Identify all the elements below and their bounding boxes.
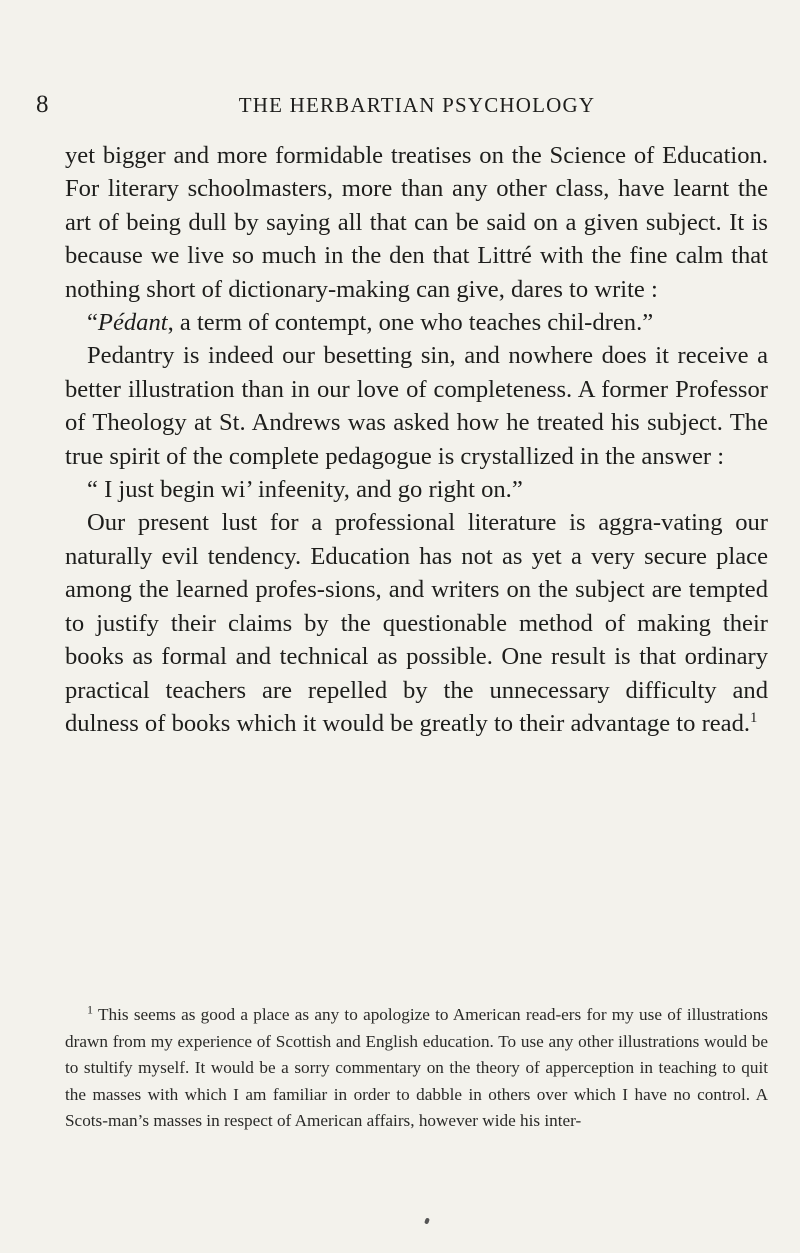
paragraph-2: Pedantry is indeed our besetting sin, and nowhere does it receive a better illustration than in our love of completeness. A former Professor of Theology at St. Andrews was asked how he treated his subject. The true spirit of the complete pedagogue is crystallized in the answer : bbox=[65, 342, 768, 470]
page-header bbox=[36, 90, 768, 120]
paragraph-1: yet bigger and more formidable treatises on the Science of Education. For literary schoolmasters, more than any other class, have learnt the art of being dull by saying all that can be said on a given subject. It is because we live so much in the den that Littré with the fine calm that nothing short of dictionary-making can give, dares to write : bbox=[65, 142, 768, 303]
running-title: THE HERBARTIAN PSYCHOLOGY bbox=[238, 93, 596, 117]
footnote-marker: 1 bbox=[87, 1002, 94, 1017]
quote-open-mark: “ bbox=[87, 309, 98, 337]
print-speck bbox=[424, 1217, 430, 1224]
quote-italic-word: Pédant bbox=[97, 309, 168, 337]
footnote-text: This seems as good a place as any to apologize to American read-ers for my use of illustrations drawn from my experience of Scottish and English education. To use any other illustrations would be to stultify myself. It would be a sorry commentary on the theory of apperception in teaching to quit the masses with which I am familiar in order to dabble in others over which I have no control. A Scots-man’s masses in respect of American affairs, however wide his inter- bbox=[65, 1005, 768, 1131]
quote-definition: , a term of contempt, one who teaches chil-dren.” bbox=[167, 309, 654, 337]
page-number: 8 bbox=[36, 91, 49, 118]
paragraph-3 bbox=[65, 506, 768, 740]
footnote bbox=[65, 1002, 768, 1135]
footnote-reference: 1 bbox=[750, 709, 758, 726]
footnote-paragraph bbox=[65, 1002, 768, 1135]
quote-pedant bbox=[65, 306, 768, 339]
quote-infeenity: “ I just begin wi’ infeenity, and go right on.” bbox=[87, 476, 523, 504]
paragraph-3-text: Our present lust for a professional literature is aggra-vating our naturally evil tendency. Education has not as yet a very secure place among the learned profes-sions, and writers on the subject are tempted to justify their claims by the questionable method of making their books as formal and technical as possible. One result is that ordinary practical teachers are repelled by the unnecessary difficulty and dulness of books which it would be greatly to their advantage to read. bbox=[65, 509, 768, 737]
main-text bbox=[65, 139, 768, 740]
